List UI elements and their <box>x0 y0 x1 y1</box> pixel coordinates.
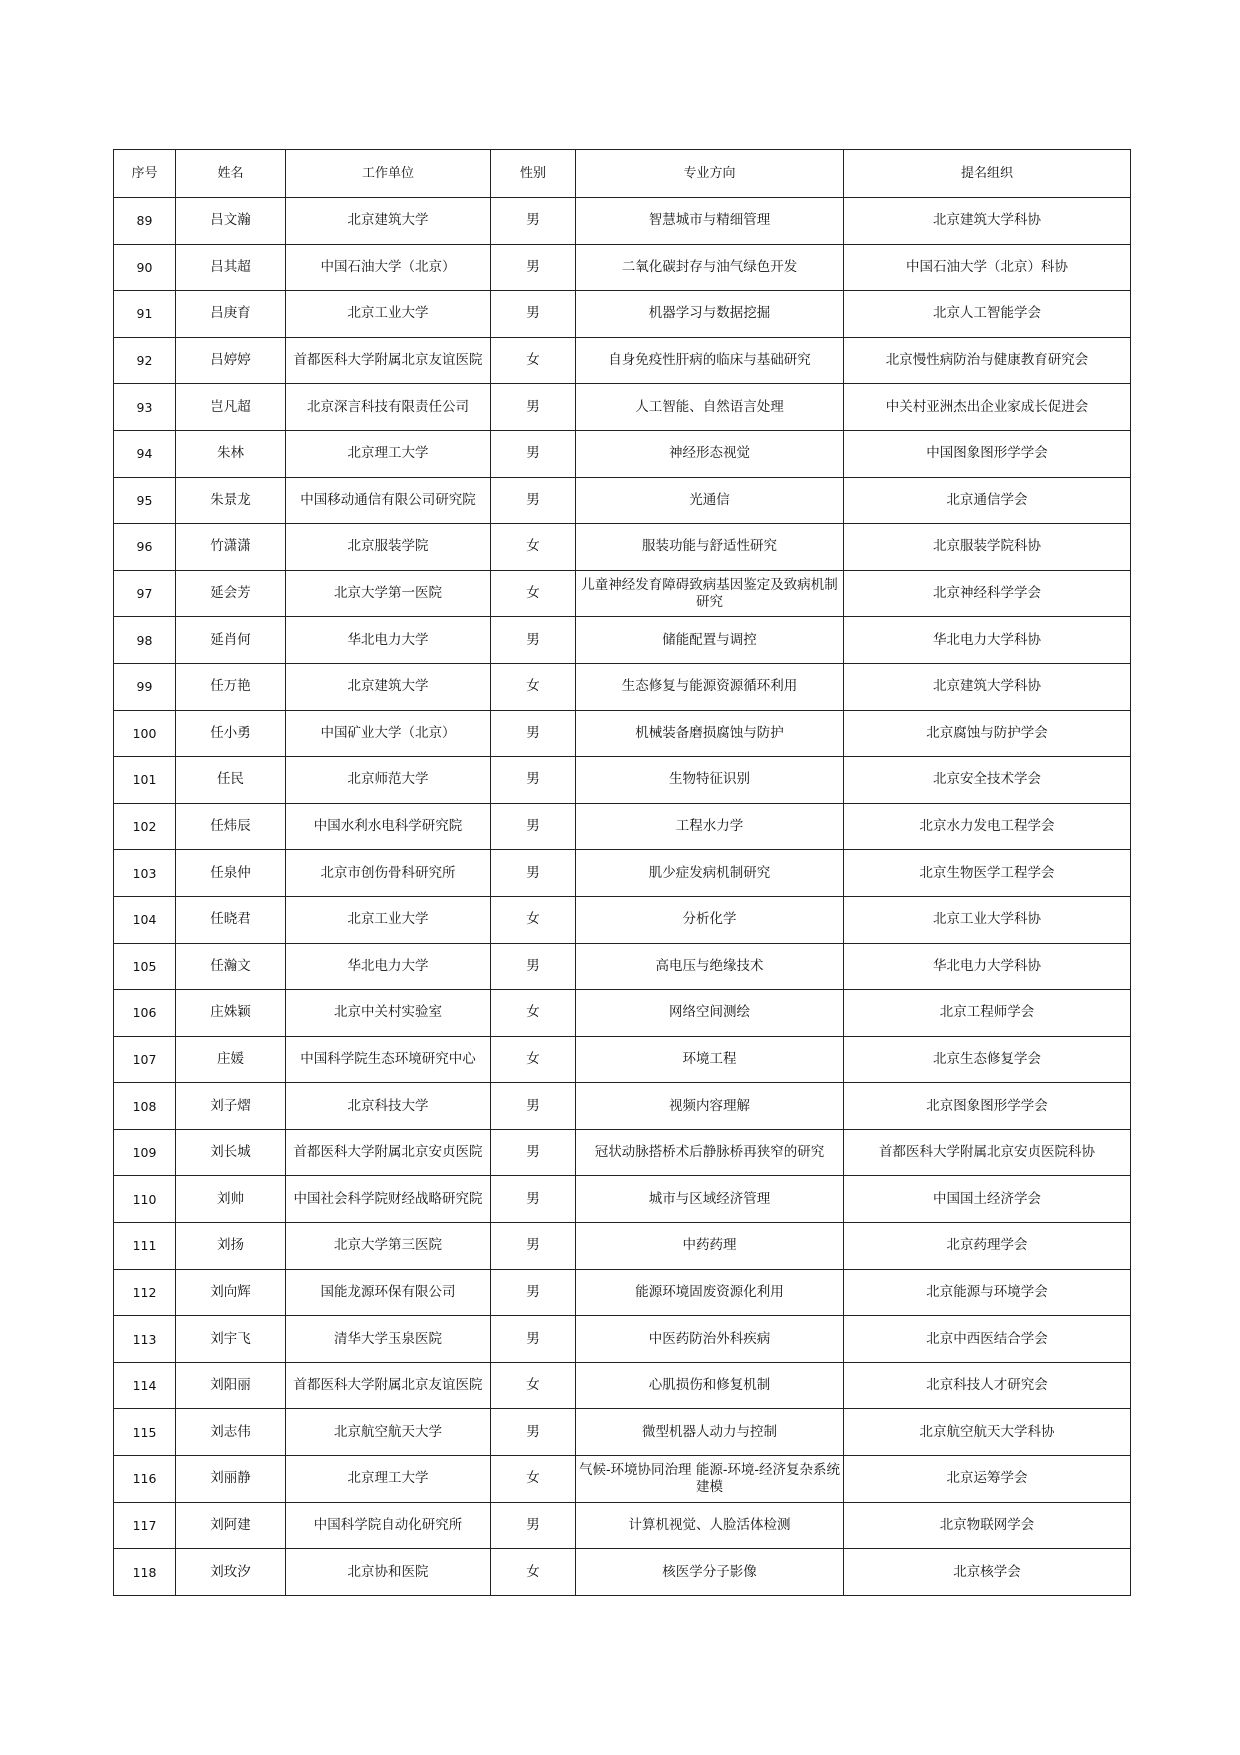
cell-work-unit: 华北电力大学 <box>286 617 491 664</box>
cell-work-unit: 北京深言科技有限责任公司 <box>286 384 491 431</box>
cell-serial-number: 103 <box>114 850 176 897</box>
cell-gender: 女 <box>491 337 576 384</box>
cell-nominating-org: 北京通信学会 <box>844 477 1131 524</box>
cell-nominating-org: 北京生物医学工程学会 <box>844 850 1131 897</box>
cell-work-unit: 北京中关村实验室 <box>286 990 491 1037</box>
cell-work-unit: 中国石油大学（北京） <box>286 244 491 291</box>
cell-work-unit: 中国科学院自动化研究所 <box>286 1502 491 1549</box>
cell-work-unit: 北京大学第三医院 <box>286 1223 491 1270</box>
cell-specialty: 微型机器人动力与控制 <box>576 1409 844 1456</box>
cell-serial-number: 92 <box>114 337 176 384</box>
cell-specialty: 城市与区域经济管理 <box>576 1176 844 1223</box>
cell-nominating-org: 北京建筑大学科协 <box>844 663 1131 710</box>
table-row <box>114 1083 1131 1130</box>
cell-gender: 男 <box>491 1129 576 1176</box>
cell-serial-number: 110 <box>114 1176 176 1223</box>
cell-gender: 男 <box>491 291 576 338</box>
table-row <box>114 1362 1131 1409</box>
cell-work-unit: 北京理工大学 <box>286 1456 491 1503</box>
cell-serial-number: 95 <box>114 477 176 524</box>
cell-nominating-org: 中国石油大学（北京）科协 <box>844 244 1131 291</box>
cell-name: 刘宇飞 <box>176 1316 286 1363</box>
cell-gender: 男 <box>491 1223 576 1270</box>
table-row <box>114 943 1131 990</box>
cell-name: 刘帅 <box>176 1176 286 1223</box>
cell-gender: 男 <box>491 1083 576 1130</box>
cell-serial-number: 109 <box>114 1129 176 1176</box>
cell-serial-number: 91 <box>114 291 176 338</box>
cell-nominating-org: 首都医科大学附属北京安贞医院科协 <box>844 1129 1131 1176</box>
cell-specialty: 二氧化碳封存与油气绿色开发 <box>576 244 844 291</box>
table-header-row <box>114 150 1131 198</box>
cell-specialty: 网络空间测绘 <box>576 990 844 1037</box>
cell-name: 任万艳 <box>176 663 286 710</box>
cell-gender: 男 <box>491 244 576 291</box>
cell-gender: 女 <box>491 896 576 943</box>
cell-nominating-org: 北京中西医结合学会 <box>844 1316 1131 1363</box>
cell-specialty: 分析化学 <box>576 896 844 943</box>
cell-specialty: 环境工程 <box>576 1036 844 1083</box>
cell-name: 吕庚育 <box>176 291 286 338</box>
cell-serial-number: 94 <box>114 430 176 477</box>
table-row <box>114 710 1131 757</box>
cell-specialty: 气候-环境协同治理 能源-环境-经济复杂系统建模 <box>576 1456 844 1503</box>
cell-specialty: 储能配置与调控 <box>576 617 844 664</box>
cell-work-unit: 北京科技大学 <box>286 1083 491 1130</box>
cell-name: 任泉仲 <box>176 850 286 897</box>
cell-nominating-org: 北京腐蚀与防护学会 <box>844 710 1131 757</box>
cell-work-unit: 北京大学第一医院 <box>286 570 491 617</box>
cell-specialty: 工程水力学 <box>576 803 844 850</box>
cell-name: 刘阳丽 <box>176 1362 286 1409</box>
cell-serial-number: 101 <box>114 757 176 804</box>
cell-nominating-org: 北京工程师学会 <box>844 990 1131 1037</box>
cell-nominating-org: 北京航空航天大学科协 <box>844 1409 1131 1456</box>
cell-serial-number: 106 <box>114 990 176 1037</box>
cell-nominating-org: 北京建筑大学科协 <box>844 198 1131 245</box>
cell-nominating-org: 北京人工智能学会 <box>844 291 1131 338</box>
cell-serial-number: 116 <box>114 1456 176 1503</box>
cell-specialty: 自身免疫性肝病的临床与基础研究 <box>576 337 844 384</box>
cell-gender: 男 <box>491 1409 576 1456</box>
table-row <box>114 1502 1131 1549</box>
table-row <box>114 524 1131 571</box>
cell-gender: 女 <box>491 990 576 1037</box>
cell-work-unit: 中国水利水电科学研究院 <box>286 803 491 850</box>
cell-work-unit: 北京师范大学 <box>286 757 491 804</box>
cell-nominating-org: 中关村亚洲杰出企业家成长促进会 <box>844 384 1131 431</box>
cell-work-unit: 北京建筑大学 <box>286 198 491 245</box>
cell-nominating-org: 北京慢性病防治与健康教育研究会 <box>844 337 1131 384</box>
cell-specialty: 生态修复与能源资源循环利用 <box>576 663 844 710</box>
table-row <box>114 1036 1131 1083</box>
cell-nominating-org: 北京图象图形学学会 <box>844 1083 1131 1130</box>
cell-work-unit: 北京理工大学 <box>286 430 491 477</box>
cell-gender: 男 <box>491 1269 576 1316</box>
nominee-table-container <box>113 149 1130 1596</box>
cell-gender: 男 <box>491 803 576 850</box>
cell-name: 刘扬 <box>176 1223 286 1270</box>
cell-serial-number: 118 <box>114 1549 176 1596</box>
cell-work-unit: 中国社会科学院财经战略研究院 <box>286 1176 491 1223</box>
cell-work-unit: 中国科学院生态环境研究中心 <box>286 1036 491 1083</box>
cell-name: 朱林 <box>176 430 286 477</box>
cell-specialty: 智慧城市与精细管理 <box>576 198 844 245</box>
header-name: 姓名 <box>176 150 286 198</box>
cell-name: 任小勇 <box>176 710 286 757</box>
cell-name: 朱景龙 <box>176 477 286 524</box>
cell-nominating-org: 华北电力大学科协 <box>844 617 1131 664</box>
cell-serial-number: 93 <box>114 384 176 431</box>
cell-gender: 男 <box>491 757 576 804</box>
table-row <box>114 291 1131 338</box>
cell-specialty: 服装功能与舒适性研究 <box>576 524 844 571</box>
cell-gender: 男 <box>491 198 576 245</box>
cell-name: 吕其超 <box>176 244 286 291</box>
table-row <box>114 803 1131 850</box>
cell-work-unit: 北京工业大学 <box>286 896 491 943</box>
cell-serial-number: 113 <box>114 1316 176 1363</box>
cell-specialty: 光通信 <box>576 477 844 524</box>
cell-name: 刘阿建 <box>176 1502 286 1549</box>
header-gender: 性别 <box>491 150 576 198</box>
cell-work-unit: 中国矿业大学（北京） <box>286 710 491 757</box>
cell-nominating-org: 北京神经科学学会 <box>844 570 1131 617</box>
cell-name: 刘玫汐 <box>176 1549 286 1596</box>
cell-gender: 女 <box>491 1362 576 1409</box>
table-row <box>114 1223 1131 1270</box>
cell-serial-number: 111 <box>114 1223 176 1270</box>
table-row <box>114 1456 1131 1503</box>
cell-work-unit: 国能龙源环保有限公司 <box>286 1269 491 1316</box>
cell-nominating-org: 北京运筹学会 <box>844 1456 1131 1503</box>
cell-work-unit: 北京工业大学 <box>286 291 491 338</box>
cell-name: 延会芳 <box>176 570 286 617</box>
cell-nominating-org: 北京药理学会 <box>844 1223 1131 1270</box>
table-row <box>114 850 1131 897</box>
cell-name: 任民 <box>176 757 286 804</box>
cell-nominating-org: 华北电力大学科协 <box>844 943 1131 990</box>
cell-specialty: 儿童神经发育障碍致病基因鉴定及致病机制研究 <box>576 570 844 617</box>
cell-gender: 男 <box>491 477 576 524</box>
cell-nominating-org: 北京工业大学科协 <box>844 896 1131 943</box>
cell-work-unit: 北京航空航天大学 <box>286 1409 491 1456</box>
cell-nominating-org: 北京安全技术学会 <box>844 757 1131 804</box>
cell-specialty: 心肌损伤和修复机制 <box>576 1362 844 1409</box>
cell-gender: 男 <box>491 1316 576 1363</box>
cell-name: 岂凡超 <box>176 384 286 431</box>
cell-name: 吕婷婷 <box>176 337 286 384</box>
table-row <box>114 430 1131 477</box>
cell-nominating-org: 北京能源与环境学会 <box>844 1269 1131 1316</box>
cell-work-unit: 清华大学玉泉医院 <box>286 1316 491 1363</box>
header-work-unit: 工作单位 <box>286 150 491 198</box>
table-row <box>114 617 1131 664</box>
cell-name: 刘长城 <box>176 1129 286 1176</box>
cell-specialty: 冠状动脉搭桥术后静脉桥再狭窄的研究 <box>576 1129 844 1176</box>
cell-serial-number: 89 <box>114 198 176 245</box>
cell-work-unit: 华北电力大学 <box>286 943 491 990</box>
cell-specialty: 机械装备磨损腐蚀与防护 <box>576 710 844 757</box>
cell-name: 任炜辰 <box>176 803 286 850</box>
cell-gender: 女 <box>491 524 576 571</box>
cell-specialty: 核医学分子影像 <box>576 1549 844 1596</box>
cell-serial-number: 112 <box>114 1269 176 1316</box>
table-row <box>114 757 1131 804</box>
cell-nominating-org: 北京生态修复学会 <box>844 1036 1131 1083</box>
cell-work-unit: 首都医科大学附属北京友谊医院 <box>286 1362 491 1409</box>
cell-specialty: 视频内容理解 <box>576 1083 844 1130</box>
cell-name: 刘子熠 <box>176 1083 286 1130</box>
cell-name: 刘向辉 <box>176 1269 286 1316</box>
cell-name: 吕文瀚 <box>176 198 286 245</box>
cell-work-unit: 首都医科大学附属北京友谊医院 <box>286 337 491 384</box>
cell-serial-number: 90 <box>114 244 176 291</box>
table-row <box>114 477 1131 524</box>
cell-nominating-org: 北京科技人才研究会 <box>844 1362 1131 1409</box>
cell-work-unit: 北京建筑大学 <box>286 663 491 710</box>
table-row <box>114 384 1131 431</box>
cell-nominating-org: 北京物联网学会 <box>844 1502 1131 1549</box>
cell-name: 庄姝颖 <box>176 990 286 1037</box>
cell-nominating-org: 北京水力发电工程学会 <box>844 803 1131 850</box>
table-row <box>114 570 1131 617</box>
cell-specialty: 肌少症发病机制研究 <box>576 850 844 897</box>
cell-work-unit: 北京市创伤骨科研究所 <box>286 850 491 897</box>
table-row <box>114 1269 1131 1316</box>
cell-gender: 男 <box>491 710 576 757</box>
cell-gender: 男 <box>491 1176 576 1223</box>
cell-specialty: 计算机视觉、人脸活体检测 <box>576 1502 844 1549</box>
cell-nominating-org: 中国国土经济学会 <box>844 1176 1131 1223</box>
cell-gender: 女 <box>491 1549 576 1596</box>
cell-serial-number: 117 <box>114 1502 176 1549</box>
cell-name: 庄媛 <box>176 1036 286 1083</box>
cell-gender: 女 <box>491 1456 576 1503</box>
header-nominating-org: 提名组织 <box>844 150 1131 198</box>
cell-nominating-org: 北京服装学院科协 <box>844 524 1131 571</box>
cell-serial-number: 114 <box>114 1362 176 1409</box>
cell-serial-number: 107 <box>114 1036 176 1083</box>
cell-serial-number: 99 <box>114 663 176 710</box>
header-specialty: 专业方向 <box>576 150 844 198</box>
cell-name: 任晓君 <box>176 896 286 943</box>
cell-work-unit: 北京协和医院 <box>286 1549 491 1596</box>
cell-name: 刘丽静 <box>176 1456 286 1503</box>
cell-gender: 男 <box>491 384 576 431</box>
cell-nominating-org: 中国图象图形学学会 <box>844 430 1131 477</box>
cell-serial-number: 98 <box>114 617 176 664</box>
cell-gender: 女 <box>491 663 576 710</box>
cell-nominating-org: 北京核学会 <box>844 1549 1131 1596</box>
cell-name: 任瀚文 <box>176 943 286 990</box>
cell-name: 延肖何 <box>176 617 286 664</box>
cell-gender: 男 <box>491 943 576 990</box>
cell-name: 竹潇潇 <box>176 524 286 571</box>
table-row <box>114 1409 1131 1456</box>
table-row <box>114 198 1131 245</box>
cell-work-unit: 中国移动通信有限公司研究院 <box>286 477 491 524</box>
table-row <box>114 1176 1131 1223</box>
cell-gender: 男 <box>491 1502 576 1549</box>
cell-work-unit: 北京服装学院 <box>286 524 491 571</box>
cell-gender: 女 <box>491 1036 576 1083</box>
cell-specialty: 中药药理 <box>576 1223 844 1270</box>
cell-gender: 男 <box>491 617 576 664</box>
nominee-table <box>113 149 1131 1596</box>
cell-specialty: 高电压与绝缘技术 <box>576 943 844 990</box>
cell-serial-number: 96 <box>114 524 176 571</box>
table-body <box>114 198 1131 1596</box>
cell-gender: 男 <box>491 430 576 477</box>
cell-specialty: 神经形态视觉 <box>576 430 844 477</box>
table-row <box>114 337 1131 384</box>
cell-serial-number: 97 <box>114 570 176 617</box>
table-row <box>114 1549 1131 1596</box>
cell-specialty: 人工智能、自然语言处理 <box>576 384 844 431</box>
header-serial-number: 序号 <box>114 150 176 198</box>
cell-name: 刘志伟 <box>176 1409 286 1456</box>
table-row <box>114 990 1131 1037</box>
table-row <box>114 244 1131 291</box>
table-row <box>114 1316 1131 1363</box>
cell-specialty: 机器学习与数据挖掘 <box>576 291 844 338</box>
cell-specialty: 能源环境固废资源化利用 <box>576 1269 844 1316</box>
cell-work-unit: 首都医科大学附属北京安贞医院 <box>286 1129 491 1176</box>
cell-specialty: 生物特征识别 <box>576 757 844 804</box>
cell-serial-number: 100 <box>114 710 176 757</box>
cell-serial-number: 104 <box>114 896 176 943</box>
table-row <box>114 896 1131 943</box>
table-row <box>114 663 1131 710</box>
cell-specialty: 中医药防治外科疾病 <box>576 1316 844 1363</box>
cell-serial-number: 108 <box>114 1083 176 1130</box>
cell-gender: 女 <box>491 570 576 617</box>
cell-gender: 男 <box>491 850 576 897</box>
table-row <box>114 1129 1131 1176</box>
cell-serial-number: 102 <box>114 803 176 850</box>
cell-serial-number: 105 <box>114 943 176 990</box>
cell-serial-number: 115 <box>114 1409 176 1456</box>
